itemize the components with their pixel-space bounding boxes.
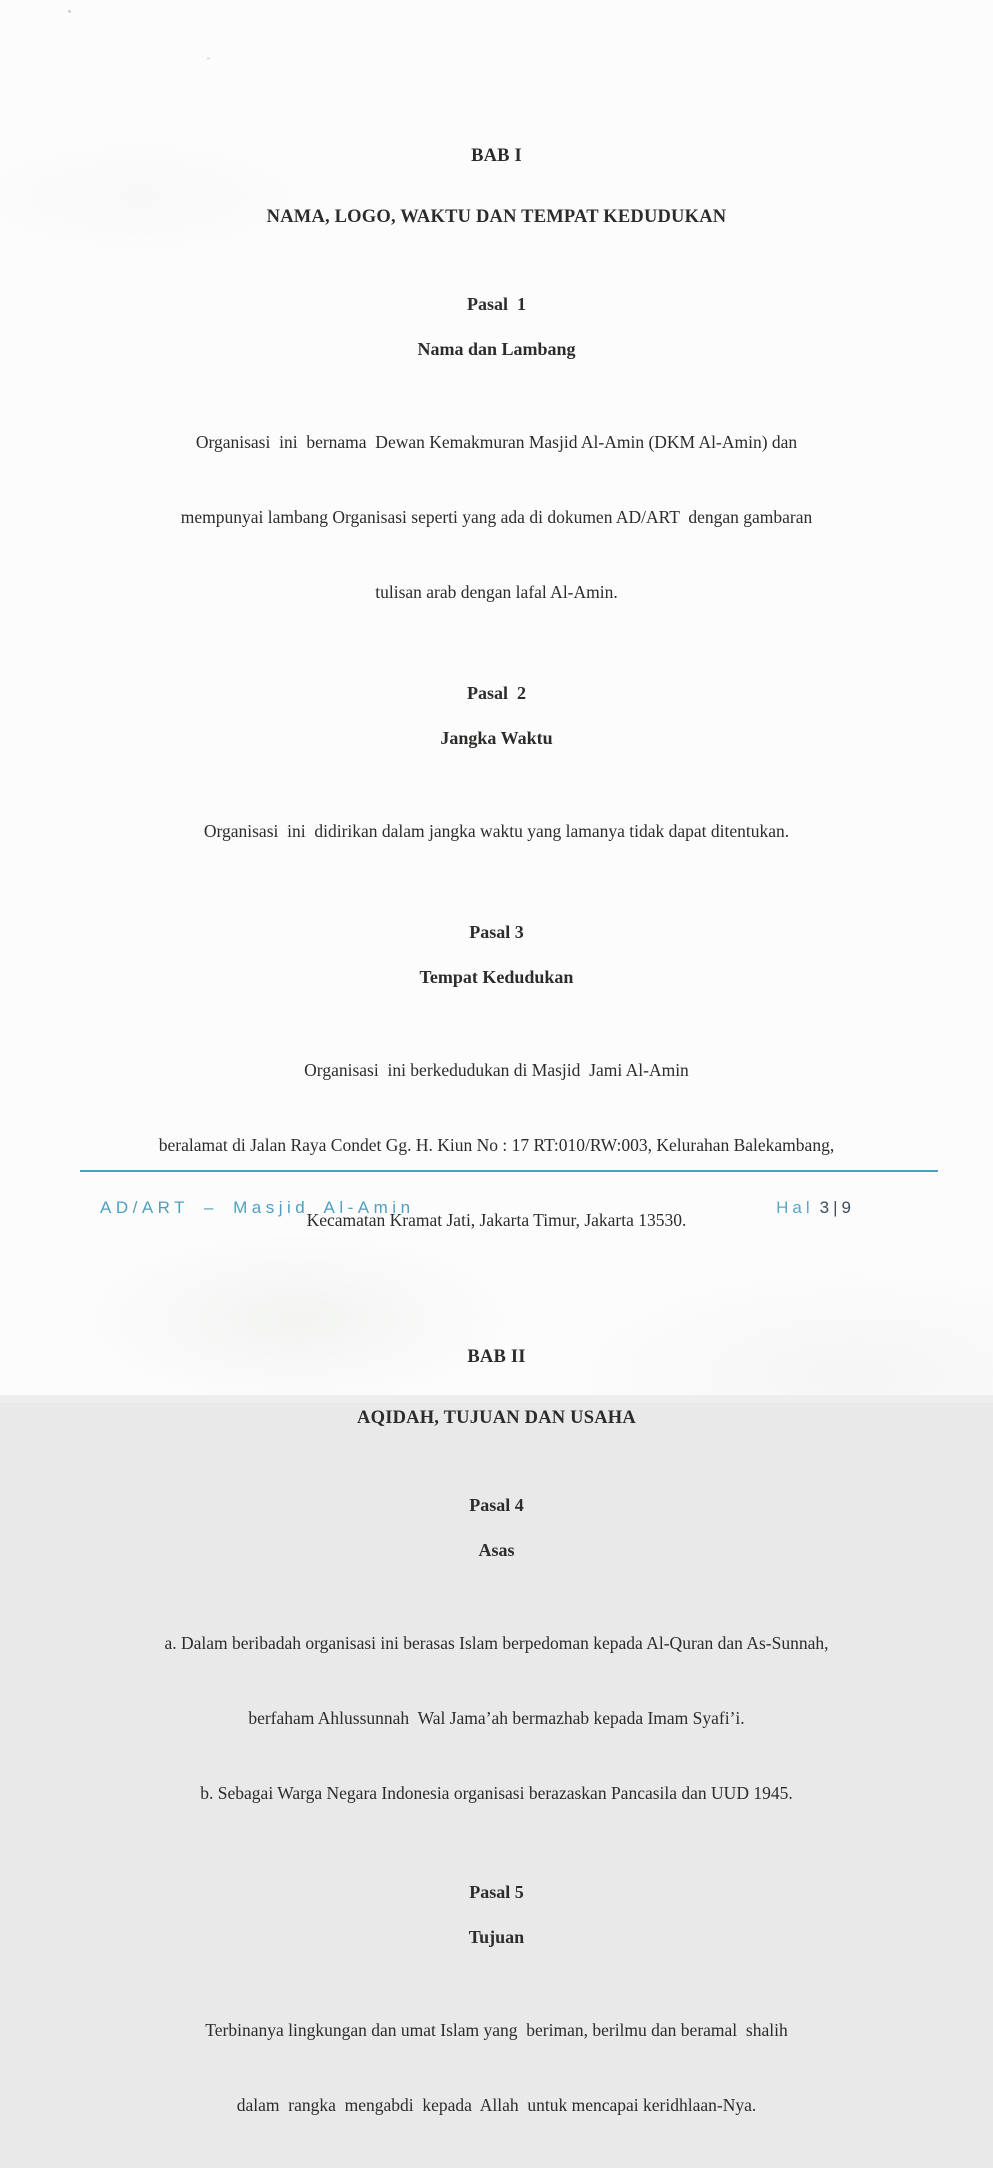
footer-page-number: 3|9 bbox=[819, 1198, 855, 1217]
pasal-1-body bbox=[0, 380, 993, 655]
paragraph-line: Organisasi ini didirikan dalam jangka waktu yang lamanya tidak dapat ditentukan. bbox=[203, 821, 790, 841]
chapter-2-subtitle: AQIDAH, TUJUAN DAN USAHA bbox=[357, 1408, 636, 1428]
pasal-5-heading: Tujuan bbox=[468, 1927, 525, 1947]
footer-document-title: AD/ART – Masjid Al-Amin bbox=[100, 1198, 415, 1217]
scan-speck bbox=[207, 57, 210, 60]
paragraph-line: a. Dalam beribadah organisasi ini berasas Islam berpedoman kepada Al-Quran dan As-Sunnah, bbox=[164, 1633, 829, 1653]
chapter-1-subtitle: NAMA, LOGO, WAKTU DAN TEMPAT KEDUDUKAN bbox=[266, 207, 727, 227]
pasal-4-heading: Asas bbox=[478, 1540, 515, 1560]
paragraph-line: dalam rangka mengabdi kepada Allah untuk mencapai keridhlaan-Nya. bbox=[236, 2095, 757, 2115]
pasal-3-heading: Tempat Kedudukan bbox=[419, 967, 574, 987]
chapter-1-title: BAB I bbox=[471, 146, 522, 166]
pasal-1-title: Pasal 1 bbox=[466, 294, 526, 314]
paragraph-line: Terbinanya lingkungan dan umat Islam yang beriman, berilmu dan beramal shalih bbox=[205, 2020, 788, 2040]
footer-row bbox=[100, 1198, 855, 1218]
paragraph-line: beralamat di Jalan Raya Condet Gg. H. Kiun No : 17 RT:010/RW:003, Kelurahan Balekambang, bbox=[158, 1135, 835, 1155]
pasal-4-title: Pasal 4 bbox=[469, 1495, 524, 1515]
paragraph-line: berfaham Ahlussunnah Wal Jama’ah bermazhab kepada Imam Syafi’i. bbox=[248, 1708, 745, 1728]
paragraph-line: b. Sebagai Warga Negara Indonesia organisasi berazaskan Pancasila dan UUD 1945. bbox=[200, 1783, 793, 1803]
pasal-2-heading: Jangka Waktu bbox=[440, 728, 553, 748]
chapter-1 bbox=[0, 108, 993, 266]
pasal-3-body bbox=[0, 1008, 993, 1283]
paragraph-line: Organisasi ini bernama Dewan Kemakmuran Masjid Al-Amin (DKM Al-Amin) dan bbox=[195, 432, 798, 452]
paragraph-line: Organisasi ini berkedudukan di Masjid Jami Al-Amin bbox=[304, 1060, 689, 1080]
pasal-1-heading: Nama dan Lambang bbox=[417, 339, 576, 359]
footer-page-label: Hal bbox=[776, 1198, 814, 1217]
pasal-5-body bbox=[0, 1968, 993, 2168]
paragraph-line: Kecamatan Kramat Jati, Jakarta Timur, Jakarta 13530. bbox=[306, 1210, 687, 1230]
pasal-3-title: Pasal 3 bbox=[469, 922, 524, 942]
footer-page-indicator bbox=[776, 1198, 855, 1218]
pasal-2-body bbox=[0, 769, 993, 894]
paragraph-line: mempunyai lambang Organisasi seperti yang ada di dokumen AD/ART dengan gambaran bbox=[180, 507, 813, 527]
chapter-2 bbox=[0, 1309, 993, 1467]
footer-divider-line bbox=[80, 1170, 938, 1172]
pasal-5-title: Pasal 5 bbox=[469, 1882, 524, 1902]
pasal-2-title: Pasal 2 bbox=[466, 683, 526, 703]
scan-speck bbox=[68, 10, 71, 13]
pasal-4-body bbox=[0, 1581, 993, 1856]
chapter-2-title: BAB II bbox=[467, 1347, 526, 1367]
paragraph-line: tulisan arab dengan lafal Al-Amin. bbox=[375, 582, 618, 602]
scan-bottom-edge bbox=[0, 1395, 993, 1403]
